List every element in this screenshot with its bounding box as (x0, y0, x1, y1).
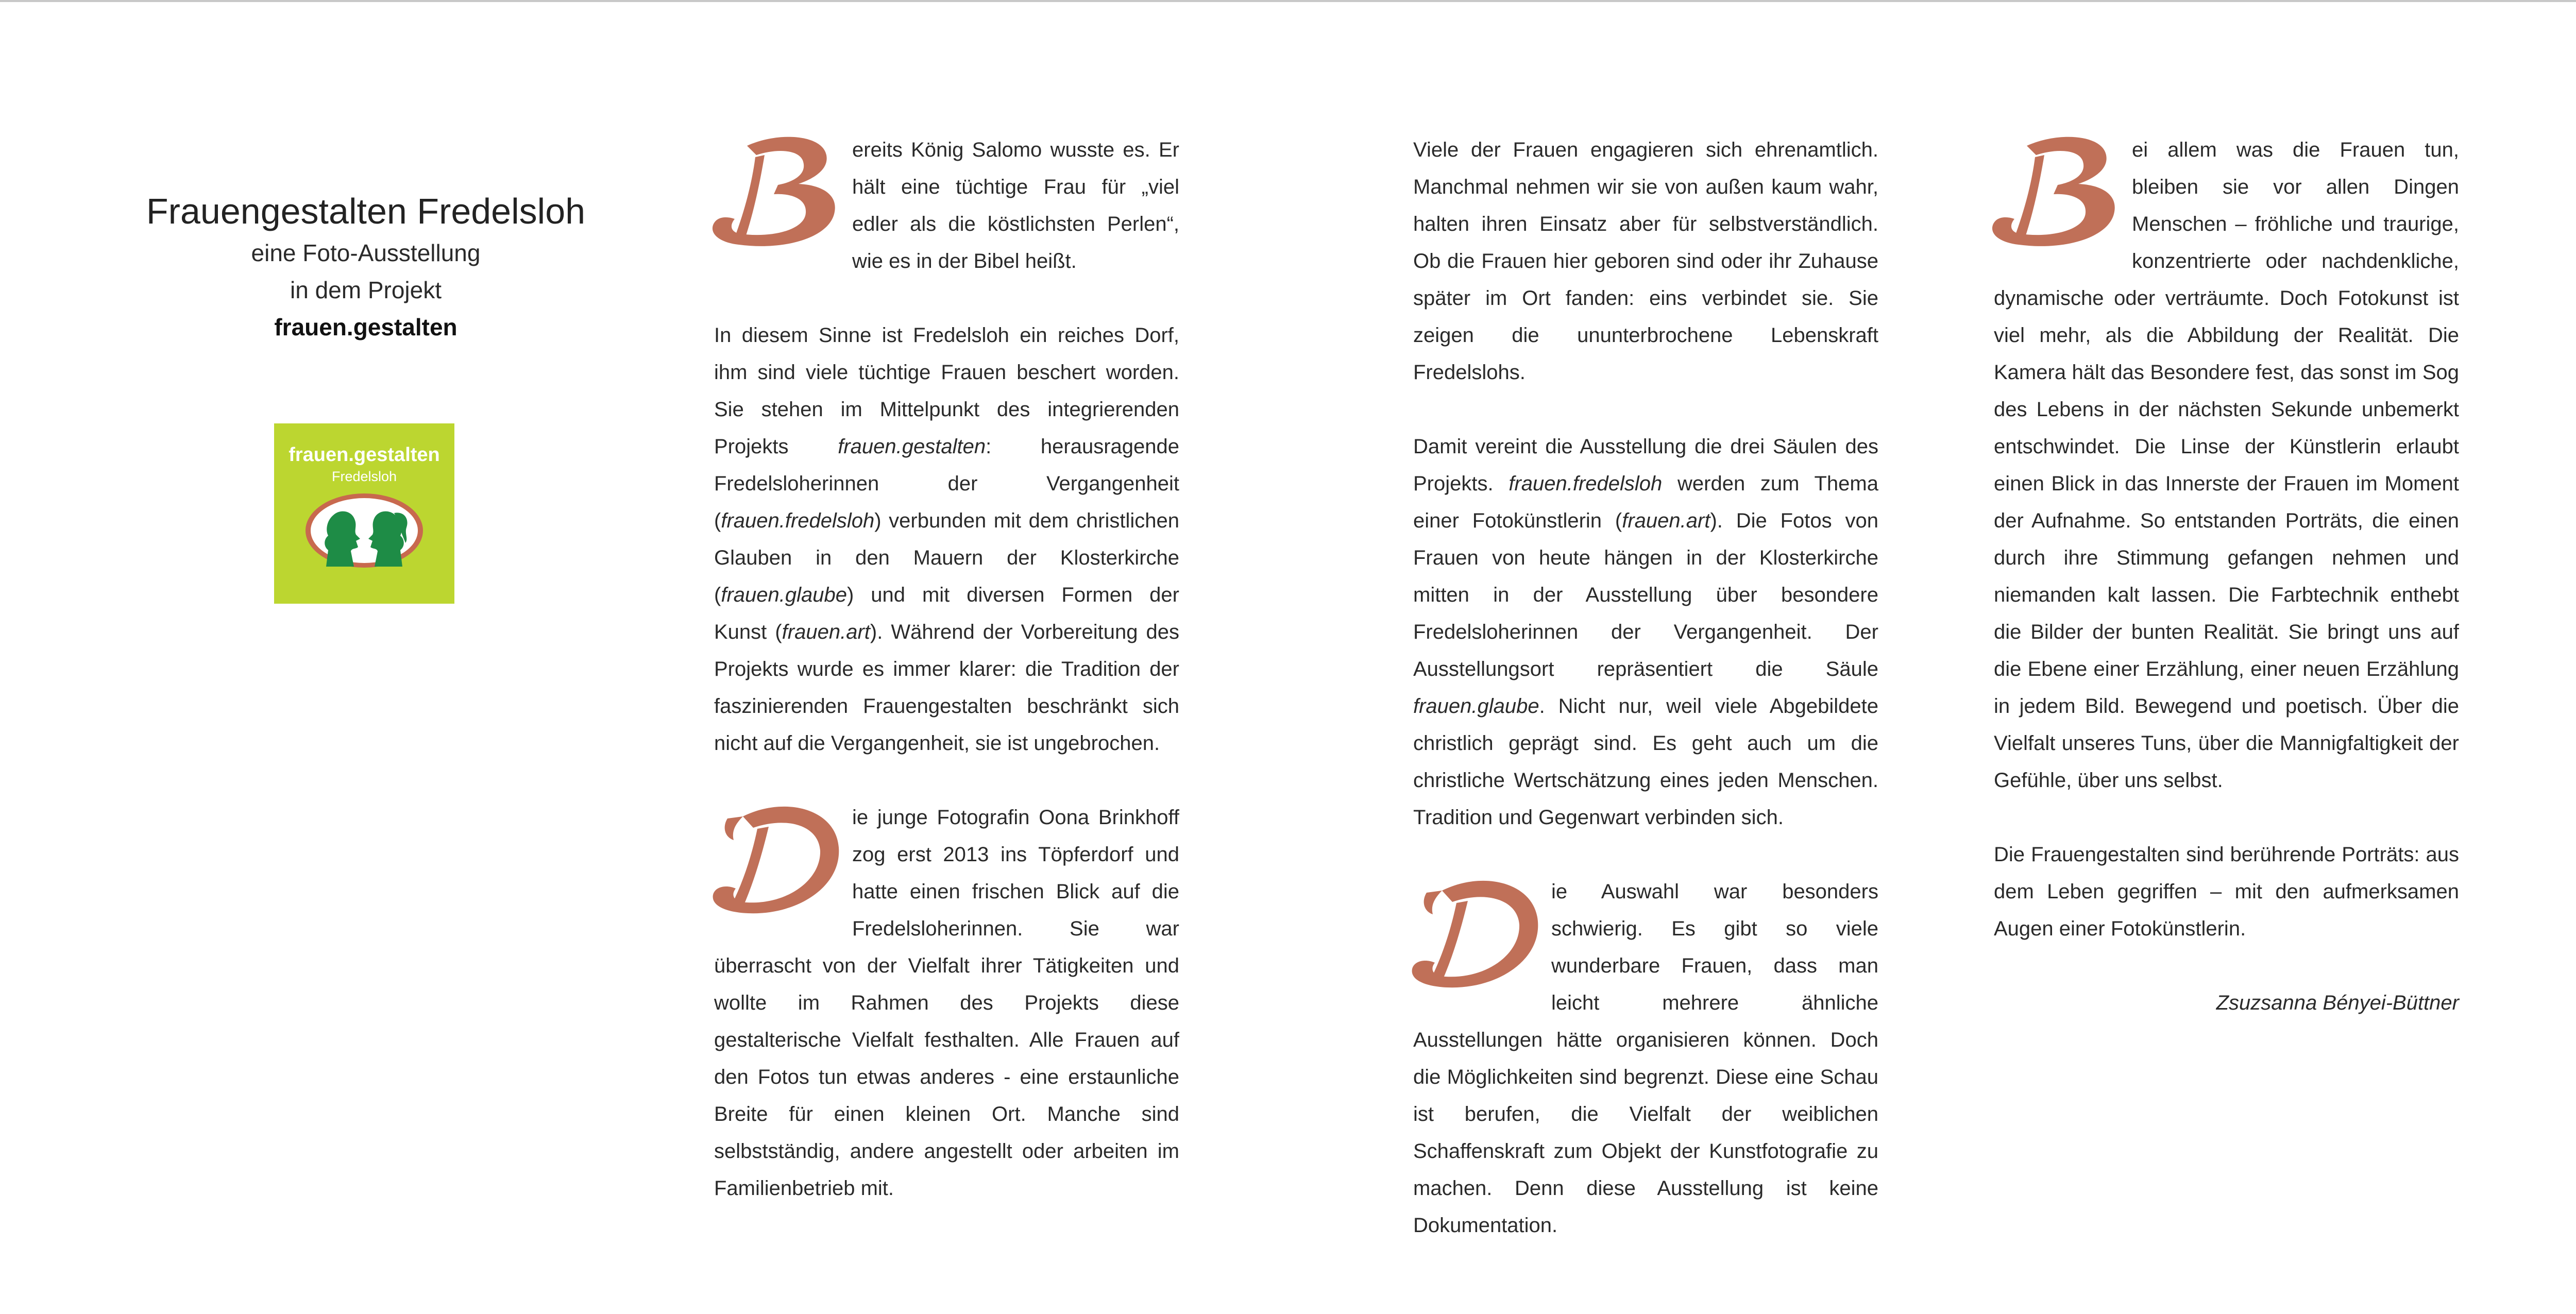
text-column-1 (714, 131, 1179, 1244)
paragraph-text: ie junge Fotografin Oona Brinkhoff zog erst 2013 ins Töpferdorf und hatte einen frischen Blick auf die Fredelsloherinnen. Sie war überrascht von der Vielfalt ihrer Tätigkeiten und wollte im Rahmen des Projekts diese gestalterische Vielfalt festhalten. Alle Frauen auf den Fotos tun etwas anderes - eine erstaunliche Breite für einen kleinen Ort. Manche sind selbstständig, andere angestellt oder arbeiten im Familienbetrieb mit. (714, 806, 1179, 1200)
dropcap-b-glyph (1987, 128, 2125, 257)
paragraph-text: ei allem was die Frauen tun, bleiben sie vor allen Dingen Menschen – fröhliche und traurige, konzentrierte oder nachdenkliche, dynamische oder verträumte. Doch Fotokunst ist viel mehr, als die Abbildung der Realität. Die Kamera hält das Besondere fest, das sonst im Sog des Lebens in der nächsten Sekunde unbemerkt entschwindet. Die Linse der Künstlerin erlaubt einen Blick in das Innerste der Frauen im Moment der Aufnahme. So entstanden Porträts, die einen durch ihre Stimmung gefangen nehmen und niemanden kalt lassen. Die Farbtechnik enthebt die Bilder der bunten Realität. Sie bringt uns auf die Ebene einer Erzählung, einer neuen Erzählung in jedem Bild. Bewegend und poetisch. Über die Vielfalt unseres Tuns, über die Mannigfaltigkeit der Gefühle, über uns selbst. (1994, 139, 2459, 792)
subtitle-line-2: in dem Projekt (290, 277, 442, 303)
paragraph: Die Frauengestalten sind berührende Porträts: aus dem Leben gegriffen – mit den aufmerksamen Augen einer Fotokünstlerin. (1994, 843, 2459, 940)
paragraph (714, 131, 1179, 280)
paragraph: Damit vereint die Ausstellung die drei Säulen des Projekts. frauen.fredelsloh werden zum Thema einer Fotokünstlerin (frauen.art). Die Fotos von Frauen von heute hängen in der Klosterkirche mitten in der Ausstellung über besondere Fredelsloherinnen der Vergangenheit. Der Ausstellungsort repräsentiert die Säule frauen.glaube. Nicht nur, weil viele Abgebildete christlich geprägt sind. Es geht auch um die christliche Wertschätzung eines jeden Menschen. Tradition und Gegenwart verbinden sich. (1413, 435, 1878, 829)
paragraph: Viele der Frauen engagieren sich ehrenamtlich. Manchmal nehmen wir sie von außen kaum wahr, halten ihren Einsatz aber für selbstverständlich. Ob die Frauen hier geboren sind oder ihr Zuhause später im Ort fanden: eins verbindet sie. Sie zeigen die ununterbrochene Lebenskraft Fredelslohs. (1413, 139, 1878, 384)
page-title: Frauengestalten Fredelsloh (146, 191, 586, 231)
text-column-2 (1413, 131, 1878, 1281)
dropcap-b (707, 128, 845, 257)
dropcap-b (1987, 128, 2125, 257)
paragraph (1413, 873, 1878, 1244)
dropcap-d (1406, 870, 1544, 999)
logo-name: frauen.gestalten (289, 444, 440, 466)
women-silhouettes-icon (302, 489, 426, 572)
project-logo (274, 423, 454, 604)
paragraph (714, 799, 1179, 1207)
dropcap-d (707, 796, 845, 925)
dropcap-b-glyph (707, 128, 845, 257)
paragraph-text: ie Auswahl war besonders schwierig. Es gibt so viele wunderbare Frauen, dass man leicht mehrere ähnliche Ausstellungen hätte organisieren können. Doch die Möglichkeiten sind begrenzt. Diese eine Schau ist berufen, die Vielfalt der weiblichen Schaffenskraft zum Objekt der Kunstfotografie zu machen. Denn diese Ausstellung ist keine Dokumentation. (1413, 880, 1878, 1237)
paragraph: In diesem Sinne ist Fredelsloh ein reiches Dorf, ihm sind viele tüchtige Frauen beschert worden. Sie stehen im Mittelpunkt des integrierenden Projekts frauen.gestalten: herausragende Fredelsloherinnen der Vergangenheit (frauen.fredelsloh) verbunden mit dem christlichen Glauben in den Mauern der Klosterkirche (frauen.glaube) und mit diversen Formen der Kunst (frauen.art). Während der Vorbereitung des Projekts wurde es immer klarer: die Tradition der faszinierenden Frauengestalten beschränkt sich nicht auf die Vergangenheit, sie ist ungebrochen. (714, 324, 1179, 755)
title-block (93, 188, 639, 346)
project-name: frauen.gestalten (274, 314, 457, 340)
paragraph-text: ereits König Salomo wusste es. Er hält eine tüchtige Frau für „viel edler als die köstlichsten Perlen“, wie es in der Bibel heißt. (852, 139, 1179, 272)
dropcap-d-glyph (707, 796, 845, 925)
text-column-3 (1994, 131, 2459, 1059)
logo-place: Fredelsloh (331, 469, 397, 484)
top-border (0, 0, 2576, 2)
dropcap-d-glyph (1406, 870, 1544, 999)
subtitle-line-1: eine Foto-Ausstellung (251, 240, 481, 266)
author-signature: Zsuzsanna Bényei-Büttner (2216, 992, 2459, 1014)
paragraph (1994, 131, 2459, 799)
